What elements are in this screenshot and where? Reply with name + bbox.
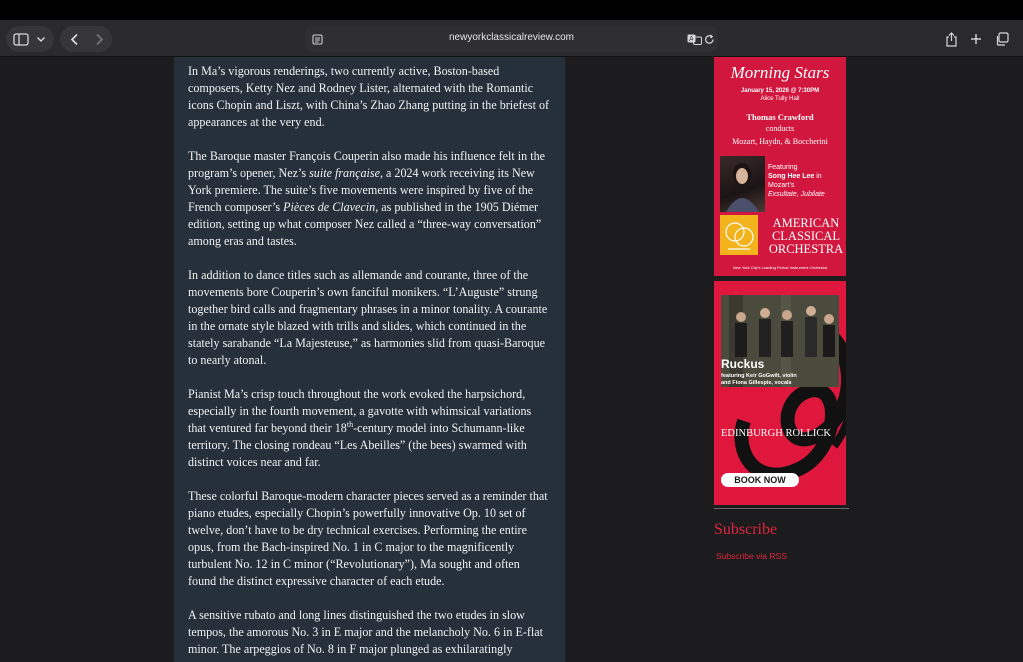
soloist-name: Song Hee Lee bbox=[768, 173, 815, 180]
back-icon[interactable] bbox=[65, 31, 83, 47]
forward-icon[interactable] bbox=[90, 31, 108, 47]
article-text bbox=[174, 57, 565, 658]
article-paragraph: A sensitive rubato and long lines distinguished the two etudes in slow tempos, the amorous No. 3 in E major and the melancholy No. 6 in E-flat minor. The arpeggios of No. 8 in F major plunged as exhilaratingly bbox=[188, 608, 544, 656]
ensemble-name: Ruckus bbox=[721, 357, 765, 371]
address-bar[interactable] bbox=[305, 26, 718, 52]
soloist-suffix: in bbox=[814, 173, 822, 180]
ad-american-classical-orchestra[interactable] bbox=[714, 57, 846, 276]
ad-ruckus[interactable] bbox=[714, 281, 846, 505]
web-page bbox=[0, 57, 1023, 662]
book-now-button[interactable]: BOOK NOW bbox=[721, 473, 799, 487]
feat-line2: and Fiona Gillespie, vocals bbox=[721, 380, 792, 386]
series-name: EDINBURGH ROLLICK bbox=[721, 428, 831, 439]
featuring-label: Featuring bbox=[768, 164, 798, 171]
ensemble-featuring bbox=[721, 373, 797, 387]
tab-overview-icon[interactable] bbox=[993, 30, 1011, 48]
menu-bar-strip bbox=[0, 0, 1023, 20]
works-line2: Exsultate, Jubilate bbox=[768, 191, 825, 198]
subscribe-rss-link[interactable]: Subscribe via RSS bbox=[716, 551, 787, 561]
ad-conducts: conducts bbox=[765, 124, 795, 133]
sidebar-divider bbox=[714, 508, 849, 509]
orchestra-name: AMERICAN CLASSICAL ORCHESTRA bbox=[768, 216, 844, 256]
ad-composers: Mozart, Haydn, & Boccherini bbox=[732, 137, 828, 146]
article-body bbox=[174, 57, 565, 662]
share-icon[interactable] bbox=[942, 30, 960, 48]
article-paragraph: In addition to dance titles such as allemande and courante, three of the movements bore Couperin’s own fanciful monikers. “L’Auguste” strung together bird calls and fragmentary phrases in a minor tonality. A courante in the ornate style blazed with trills and slides, which continued in the stately sarabande “La Majesteuse,” as harmonies slid from quasi-Baroque to nearly atonal. bbox=[188, 268, 548, 367]
works-line1: Mozart’s bbox=[768, 182, 795, 189]
svg-text:A: A bbox=[688, 34, 694, 43]
article-paragraph: In Ma’s vigorous renderings, two currently active, Boston-based composers, Ketty Nez and Rodney Lister, alternated with the Romantic icons Chopin and Liszt, with China’s Zhao Zhang putting in the briefest of appearances at the very end. bbox=[188, 64, 550, 129]
article-paragraph: Pianist Ma’s crisp touch throughout the work evoked the harpsichord, especially in the fourth movement, a gavotte with whimsical variations that ventured far beyond their 18th-century model into Schumann-like territory. The closing rondeau “Les Abeilles” (the bees) swarmed with distinct voices near and far. bbox=[188, 387, 532, 469]
article-paragraph: These colorful Baroque-modern character pieces served as a reminder that piano etudes, especially Chopin’s powerfully innovative Op. 10 set of twelve, don’t have to be dry technical exercises. Performing the entire opus, from the Bach-inspired No. 1 in C major to the magnificently turbulent No. 12 in C minor (“Revolutionary”), Ma sought and often found the distinct expressive character of each etude. bbox=[188, 489, 548, 588]
soloist-photo bbox=[720, 156, 765, 212]
ad-featuring bbox=[768, 163, 844, 199]
article-paragraph: The Baroque master François Couperin also made his influence felt in the program’s opener, Nez’s suite française, a 2024 work receiving its New York premiere. The suite’s five movements were inspired by five of the French composer’s Pièces de Clavecin, as published in the 1905 Diémer edition, setting up what composer Nez called a “three-way conversation” among eras and tastes. bbox=[188, 149, 545, 248]
new-tab-icon[interactable] bbox=[967, 30, 985, 48]
translate-icon[interactable] bbox=[686, 32, 702, 46]
browser-toolbar bbox=[0, 20, 1023, 57]
subscribe-heading: Subscribe bbox=[714, 521, 778, 538]
ad-conductor: Thomas Crawford bbox=[746, 112, 814, 122]
ad-date: January 15, 2026 @ 7:30PM bbox=[740, 88, 820, 94]
orchestra-logo bbox=[720, 215, 758, 255]
ad-title: Morning Stars bbox=[730, 63, 830, 82]
sidebar-icon[interactable] bbox=[12, 31, 30, 47]
reload-icon[interactable] bbox=[702, 32, 716, 46]
chevron-down-icon[interactable] bbox=[34, 32, 48, 46]
orchestra-tagline: New York City’s Leading Period Instrument Orchestra bbox=[732, 265, 828, 270]
feat-line1: featuring Keir GoGwilt, violin bbox=[721, 373, 797, 379]
url-text: newyorkclassicalreview.com bbox=[448, 32, 575, 43]
ad-venue: Alice Tully Hall bbox=[760, 96, 800, 102]
